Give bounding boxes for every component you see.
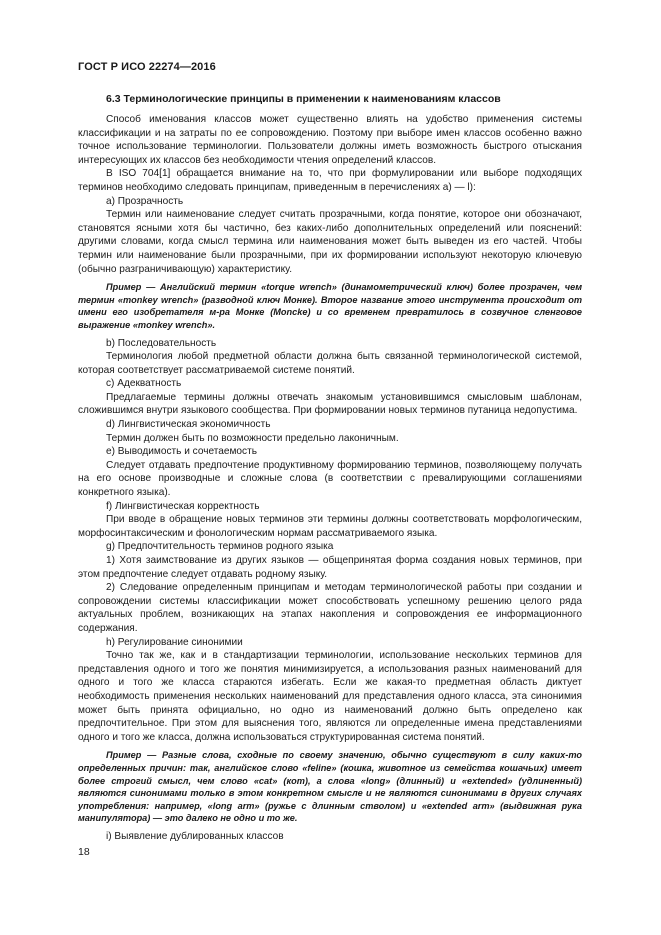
paragraph: g) Предпочтительность терминов родного языка	[106, 541, 334, 553]
document-header: ГОСТ Р ИСО 22274—2016	[78, 61, 216, 73]
section-title: 6.3 Терминологические принципы в применении к наименованиям классов	[106, 93, 501, 105]
example-paragraph: Пример — Разные слова, сходные по своему значению, обычно существуют в силу каких-то определенных причин: так, английское слово «feline» (кошка, животное из семейства кошачьих) имеет более строгий смысл, чем слово «cat» (кот), а слова «long» (длинный) и «extended» (удлиненный) являются синонимами только в этом конкретном смысле и не являются синонимами в других случаях употребления: например, «long arm» (ружье с длинным стволом) и «extended arm» (выдвижная рука манипулятора) — это далеко не одно и то же.	[78, 750, 582, 824]
paragraph: Терминология любой предметной области должна быть связанной терминологической системой, которая соответствует рассматриваемой системе понятий.	[78, 351, 582, 376]
paragraph: В ISO 704[1] обращается внимание на то, что при формулировании или выборе подходящих терминов необходимо следовать принципам, приведенным в перечислениях а) — l):	[78, 168, 582, 193]
paragraph: Способ именования классов может существенно влиять на удобство применения системы классификации и на затраты по ее сопровождению. Поэтому при выборе имен классов особенно важно точное использование терминологии. Пользователи должны иметь возможность быстрого отыскания интересующих их классов без необходимости чтения определений классов.	[78, 114, 582, 166]
paragraph: h) Регулирование синонимии	[106, 636, 243, 648]
paragraph: i) Выявление дублированных классов	[106, 830, 284, 842]
paragraph: Термин или наименование следует считать прозрачными, когда понятие, которое они обозначают, становятся ясными хотя бы частично, без каких-либо дополнительных определений или пояснений: другими словами, когда смысл термина или наименования может быть выведен из его частей. Чтобы термин или наименование были прозрачными, при их формировании используют некоторую ключевую (обычно разграничивающую) характеристику.	[78, 209, 582, 275]
paragraph: e) Выводимость и сочетаемость	[106, 446, 257, 458]
paragraph: b) Последовательность	[106, 337, 217, 349]
paragraph: 2) Следование определенным принципам и методам терминологической работы при создании и сопровождении системы классификации может способствовать успешному решению целого ряда актуальных проблем, возникающих на этапах накопления и сопровождения ее информационного содержания.	[78, 582, 582, 634]
paragraph: f) Лингвистическая корректность	[106, 500, 260, 512]
paragraph: Точно так же, как и в стандартизации терминологии, использование нескольких терминов для представления одного и того же понятия минимизируется, а использования разных наименований для одного и того же класса стараются избегать. Если же какая-то предметная область диктует необходимость применения нескольких наименований для представления одного класса, эта синонимия может быть принята официально, но одно из наименований должно быть определено как предпочтительное. При этом для выяснения того, являются ли определенные имена представлениями одного и того же класса, должна использоваться структурированная система понятий.	[78, 650, 582, 743]
paragraph: При вводе в обращение новых терминов эти термины должны соответствовать морфологическим, морфосинтаксическим и фонологическим нормам рассматриваемого языка.	[78, 514, 582, 539]
paragraph: 1) Хотя заимствование из других языков — общепринятая форма создания новых терминов, при этом предпочтение следует отдавать родному языку.	[78, 555, 582, 580]
paragraph: Следует отдавать предпочтение продуктивному формированию терминов, позволяющему получать на его основе производные и сложные слова (в соответствии с превалирующими соглашениями конкретного языка).	[78, 459, 582, 499]
paragraph: c) Адекватность	[106, 378, 182, 390]
paragraph: Термин должен быть по возможности предельно лаконичным.	[106, 432, 399, 444]
page-number: 18	[78, 846, 90, 858]
paragraph: Предлагаемые термины должны отвечать знакомым установившимся смысловым шаблонам, сложившимся внутри языкового сообщества. При формировании новых терминов путаница недопустима.	[78, 391, 582, 417]
example-paragraph: Пример — Английский термин «torque wrench» (динамометрический ключ) более прозрачен, чем термин «monkey wrench» (разводной ключ Монке). Второе название этого инструмента происходит от имени его изобретателя м-ра Монке (Moncke) и со временем превратилось в созвучное сленговое выражение «monkey wrench».	[78, 282, 582, 330]
paragraph: d) Лингвистическая экономичность	[106, 419, 271, 431]
document-body	[78, 113, 582, 843]
paragraph: a) Прозрачность	[106, 195, 184, 207]
